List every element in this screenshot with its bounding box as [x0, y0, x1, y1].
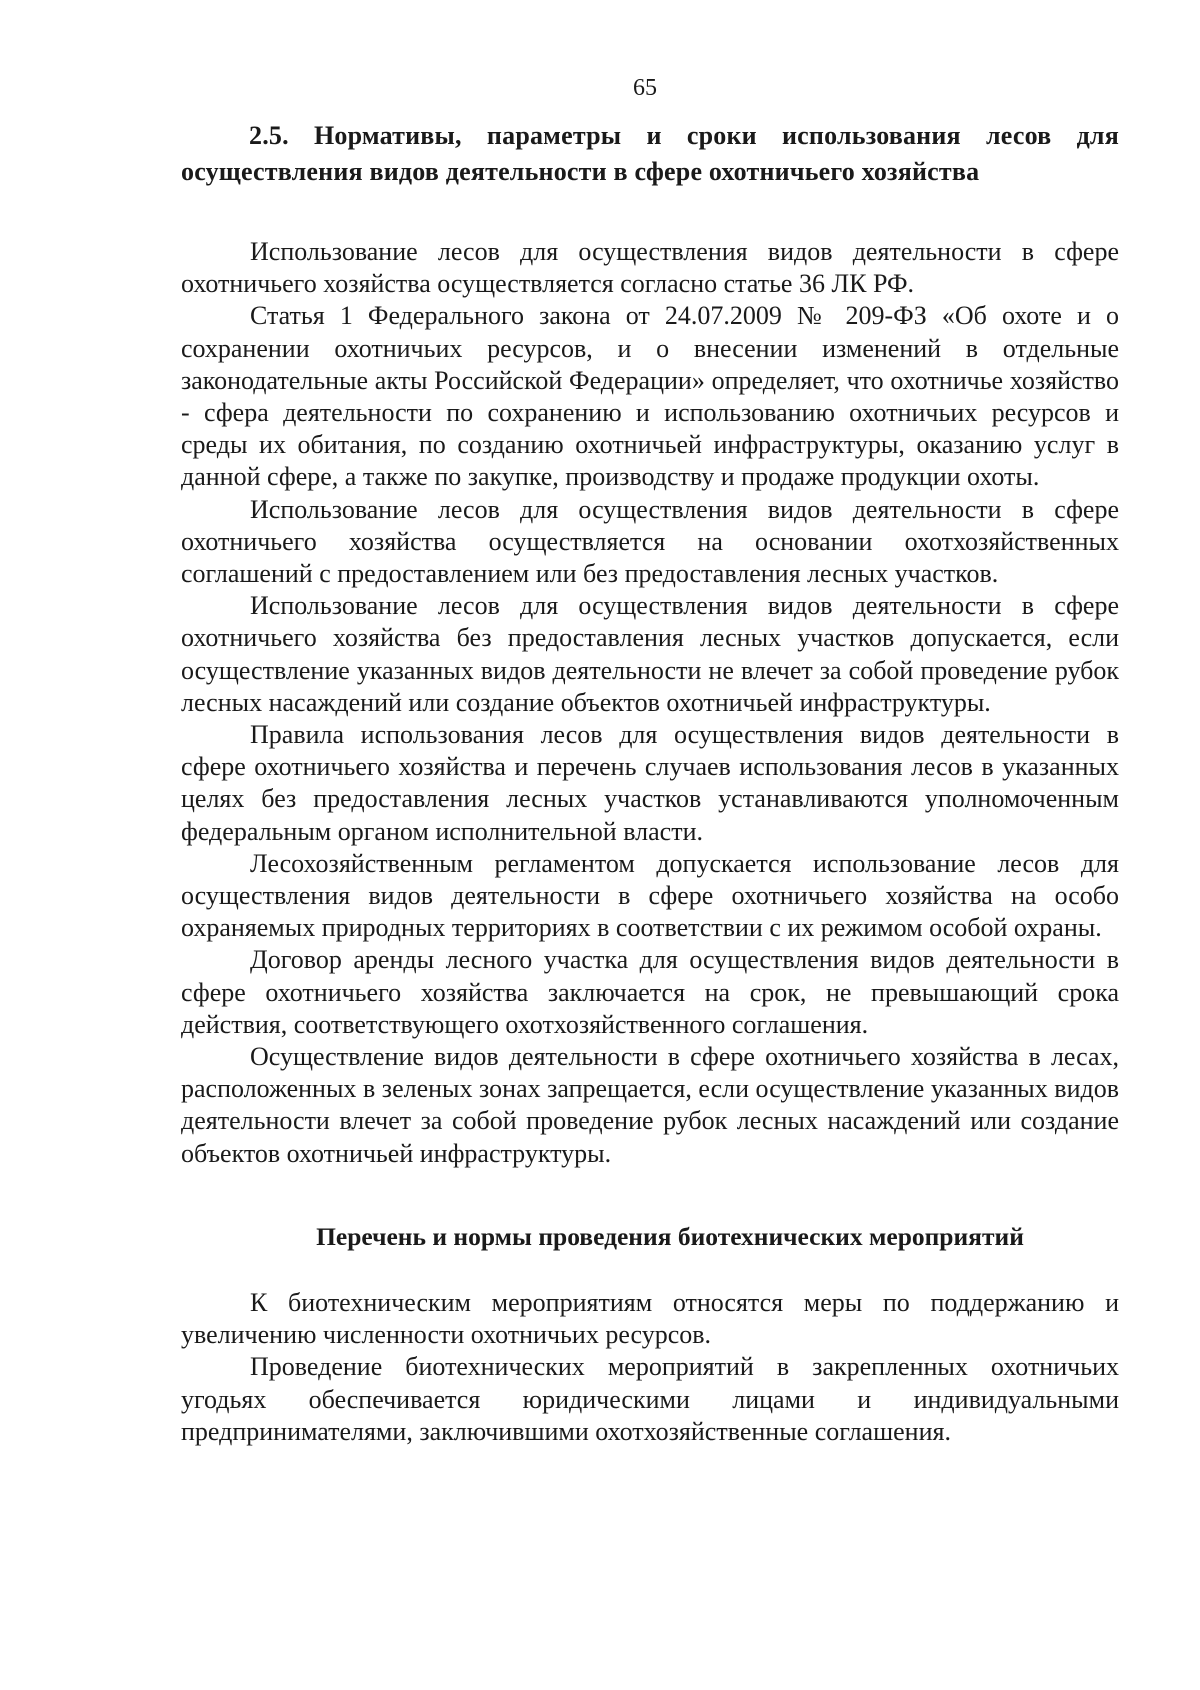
paragraph: Осуществление видов деятельности в сфере охотничьего хозяйства в лесах, расположенных в зеленых зонах запрещается, если осуществление указанных видов деятельности влечет за собой проведение рубок лесных насаждений или создание объектов охотничьей инфраструктуры. [181, 1042, 1119, 1168]
subsection-heading: Перечень и нормы проведения биотехнических мероприятий [316, 1221, 1024, 1251]
section-heading: 2.5. Нормативы, параметры и сроки использования лесов для осуществления видов деятельности в сфере охотничьего хозяйства [181, 121, 1119, 186]
page-number: 65 [633, 75, 657, 101]
paragraph: К биотехническим мероприятиям относятся меры по поддержанию и увеличению численности охотничьих ресурсов. [181, 1287, 1119, 1350]
paragraph: Договор аренды лесного участка для осуществления видов деятельности в сфере охотничьего хозяйства заключается на срок, не превышающий срока действия, соответствующего охотхозяйственного соглашения. [181, 945, 1119, 1039]
paragraph: Использование лесов для осуществления видов деятельности в сфере охотничьего хозяйства осуществляется согласно статье 36 ЛК РФ. [181, 237, 1119, 299]
page-content [181, 118, 1119, 1448]
paragraph: Использование лесов для осуществления видов деятельности в сфере охотничьего хозяйства без предоставления лесных участков допускается, если осуществление указанных видов деятельности не влечет за собой проведение рубок лесных насаждений или создание объектов охотничьей инфраструктуры. [181, 591, 1119, 717]
paragraph: Лесохозяйственным регламентом допускается использование лесов для осуществления видов деятельности в сфере охотничьего хозяйства на особо охраняемых природных территориях в соответствии с их режимом особой охраны. [181, 848, 1119, 943]
paragraph: Использование лесов для осуществления видов деятельности в сфере охотничьего хозяйства осуществляется на основании охотхозяйственных соглашений с предоставлением или без предоставления лесных участков. [181, 494, 1119, 589]
paragraph: Проведение биотехнических мероприятий в закрепленных охотничьих угодьях обеспечивается юридическими лицами и индивидуальными предпринимателями, заключившими охотхозяйственные соглашения. [181, 1352, 1119, 1446]
paragraph: Правила использования лесов для осуществления видов деятельности в сфере охотничьего хозяйства и перечень случаев использования лесов в указанных целях без предоставления лесных участков устанавливаются уполномоченным федеральным органом исполнительной власти. [181, 720, 1119, 846]
paragraph: Статья 1 Федерального закона от 24.07.2009 № 209-ФЗ «Об охоте и о сохранении охотничьих ресурсов, и о внесении изменений в отдельные законодательные акты Российской Федерации» определяет, что охотничье хозяйство - сфера деятельности по сохранению и использованию охотничьих ресурсов и среды их обитания, по созданию охотничьей инфраструктуры, оказанию услуг в данной сфере, а также по закупке, производству и продаже продукции охоты. [181, 301, 1119, 492]
